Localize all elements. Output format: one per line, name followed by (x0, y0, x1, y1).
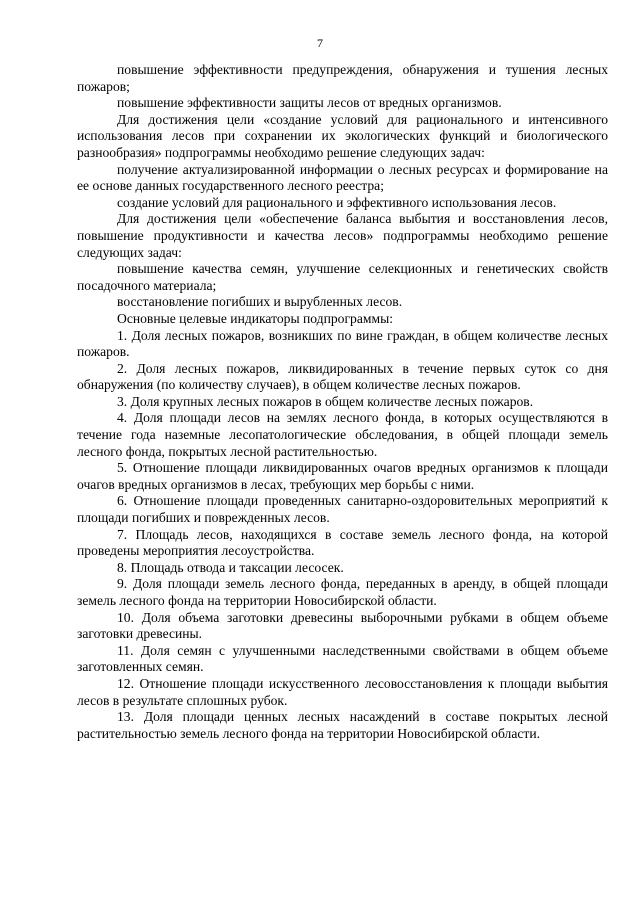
indicator-item: 6. Отношение площади проведенных санитарно-оздоровительных мероприятий к площади погибших и поврежденных лесов. (77, 493, 608, 526)
paragraph: получение актуализированной информации о лесных ресурсах и формирование на ее основе данных государственного лесного реестра; (77, 161, 608, 194)
paragraph: повышение качества семян, улучшение селекционных и генетических свойств посадочного материала; (77, 261, 608, 293)
indicator-item: 5. Отношение площади ликвидированных очагов вредных организмов к площади очагов вредных организмов в лесах, требующих мер борьбы с ними. (77, 460, 608, 492)
paragraph: Для достижения цели «создание условий для рационального и интенсивного использования лесов при сохранении их экологических функций и биологического разнообразия» подпрограммы необходимо решение следующих задач: (77, 111, 608, 160)
indicator-item: 1. Доля лесных пожаров, возникших по вине граждан, в общем количестве лесных пожаров. (77, 327, 608, 360)
indicator-item: 13. Доля площади ценных лесных насаждений в составе покрытых лесной растительностью земель лесного фонда на территории Новосибирской области. (77, 709, 608, 741)
paragraph: восстановление погибших и вырубленных лесов. (117, 294, 403, 310)
paragraph: повышение эффективности защиты лесов от вредных организмов. (117, 95, 502, 111)
paragraph: создание условий для рационального и эффективного использования лесов. (117, 194, 557, 210)
indicator-item: 4. Доля площади лесов на землях лесного фонда, в которых осуществляются в течение года наземные лесопатологические обследования, в общей площади земель лесного фонда, покрытых лесной растительностью. (77, 410, 608, 459)
page-number: 7 (317, 36, 323, 50)
indicator-item: 2. Доля лесных пожаров, ликвидированных в течение первых суток со дня обнаружения (по количеству случаев), в общем количестве лесных пожаров. (77, 360, 608, 393)
indicator-item: 3. Доля крупных лесных пожаров в общем количестве лесных пожаров. (117, 393, 534, 409)
paragraph: Основные целевые индикаторы подпрограммы: (117, 310, 393, 326)
document-body (77, 62, 608, 742)
paragraph: повышение эффективности предупреждения, обнаружения и тушения лесных пожаров; (77, 62, 608, 94)
indicator-item: 8. Площадь отвода и таксации лесосек. (117, 559, 344, 575)
paragraph: Для достижения цели «обеспечение баланса выбытия и восстановления лесов, повышение продуктивности и качества лесов» подпрограммы необходимо решение следующих задач: (77, 211, 608, 260)
indicator-item: 11. Доля семян с улучшенными наследственными свойствами в общем объеме заготовленных семян. (77, 642, 608, 675)
indicator-item: 7. Площадь лесов, находящихся в составе земель лесного фонда, на которой проведены мероприятия лесоустройства. (77, 526, 608, 559)
indicator-item: 12. Отношение площади искусственного лесовосстановления к площади выбытия лесов в результате сплошных рубок. (77, 675, 608, 708)
indicator-item: 9. Доля площади земель лесного фонда, переданных в аренду, в общей площади земель лесного фонда на территории Новосибирской области. (77, 576, 608, 608)
indicator-item: 10. Доля объема заготовки древесины выборочными рубками в общем объеме заготовки древесины. (77, 609, 608, 642)
